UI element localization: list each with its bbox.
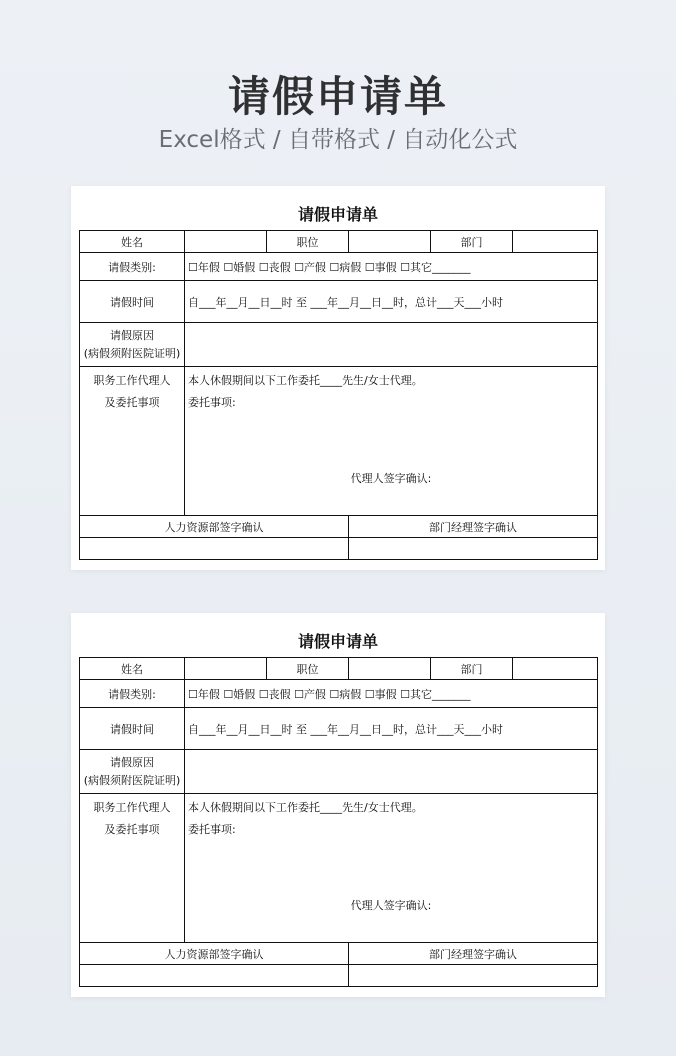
form-title: 请假申请单	[297, 205, 378, 224]
leave-type-options[interactable]: ☐年假 ☐婚假 ☐丧假 ☐产假 ☐病假 ☐事假 ☐其它_______	[185, 253, 598, 281]
manager-signature-field[interactable]	[349, 538, 598, 560]
delegate-statement: 本人休假期间以下工作委托____先生/女士代理。	[188, 374, 423, 387]
name-field[interactable]	[185, 231, 267, 253]
position-label: 职位	[267, 658, 349, 680]
leave-form-card-1	[71, 186, 605, 570]
page-title: 请假申请单	[227, 72, 448, 121]
manager-signature-field[interactable]	[349, 965, 598, 987]
delegate-field[interactable]	[185, 367, 598, 516]
delegate-label-line-2: 及委托事项	[104, 396, 160, 409]
position-field[interactable]	[349, 231, 431, 253]
manager-signature-label: 部门经理签字确认	[349, 516, 598, 538]
delegate-label	[80, 367, 185, 516]
leave-form-card-2	[71, 613, 605, 997]
position-label: 职位	[267, 231, 349, 253]
hr-signature-label: 人力资源部签字确认	[80, 516, 349, 538]
leave-form-table	[79, 657, 598, 987]
delegate-matters-label: 委托事项:	[188, 396, 236, 409]
agent-signature-label: 代理人签字确认:	[350, 472, 432, 485]
name-field[interactable]	[185, 658, 267, 680]
form-title: 请假申请单	[297, 632, 378, 651]
hr-signature-field[interactable]	[80, 538, 349, 560]
delegate-field[interactable]	[185, 794, 598, 943]
department-field[interactable]	[513, 658, 598, 680]
hr-signature-label: 人力资源部签字确认	[80, 943, 349, 965]
delegate-statement: 本人休假期间以下工作委托____先生/女士代理。	[188, 801, 423, 814]
leave-form-table	[79, 230, 598, 560]
leave-time-label: 请假时间	[80, 708, 185, 750]
leave-reason-label	[80, 750, 185, 794]
leave-reason-field[interactable]	[185, 323, 598, 367]
leave-reason-label-line-2: (病假须附医院证明)	[83, 346, 181, 360]
leave-reason-label	[80, 323, 185, 367]
leave-type-label: 请假类别:	[80, 253, 185, 281]
leave-reason-field[interactable]	[185, 750, 598, 794]
name-label: 姓名	[80, 231, 185, 253]
delegate-label-line-1: 职务工作代理人	[93, 801, 171, 814]
leave-reason-label-line-2: (病假须附医院证明)	[83, 773, 181, 787]
leave-reason-label-line-1: 请假原因	[110, 755, 154, 769]
leave-time-label: 请假时间	[80, 281, 185, 323]
page-subtitle: Excel格式 / 自带格式 / 自动化公式	[158, 127, 518, 153]
name-label: 姓名	[80, 658, 185, 680]
manager-signature-label: 部门经理签字确认	[349, 943, 598, 965]
leave-type-label: 请假类别:	[80, 680, 185, 708]
delegate-label-line-1: 职务工作代理人	[93, 374, 171, 387]
department-label: 部门	[431, 658, 513, 680]
department-label: 部门	[431, 231, 513, 253]
position-field[interactable]	[349, 658, 431, 680]
hr-signature-field[interactable]	[80, 965, 349, 987]
delegate-matters-label: 委托事项:	[188, 823, 236, 836]
leave-time-field[interactable]: 自___年__月__日__时 至 ___年__月__日__时，总计___天___小时	[185, 281, 598, 323]
leave-time-field[interactable]: 自___年__月__日__时 至 ___年__月__日__时，总计___天___小时	[185, 708, 598, 750]
delegate-label	[80, 794, 185, 943]
agent-signature-label: 代理人签字确认:	[350, 899, 432, 912]
leave-type-options[interactable]: ☐年假 ☐婚假 ☐丧假 ☐产假 ☐病假 ☐事假 ☐其它_______	[185, 680, 598, 708]
department-field[interactable]	[513, 231, 598, 253]
delegate-label-line-2: 及委托事项	[104, 823, 160, 836]
leave-reason-label-line-1: 请假原因	[110, 328, 154, 342]
